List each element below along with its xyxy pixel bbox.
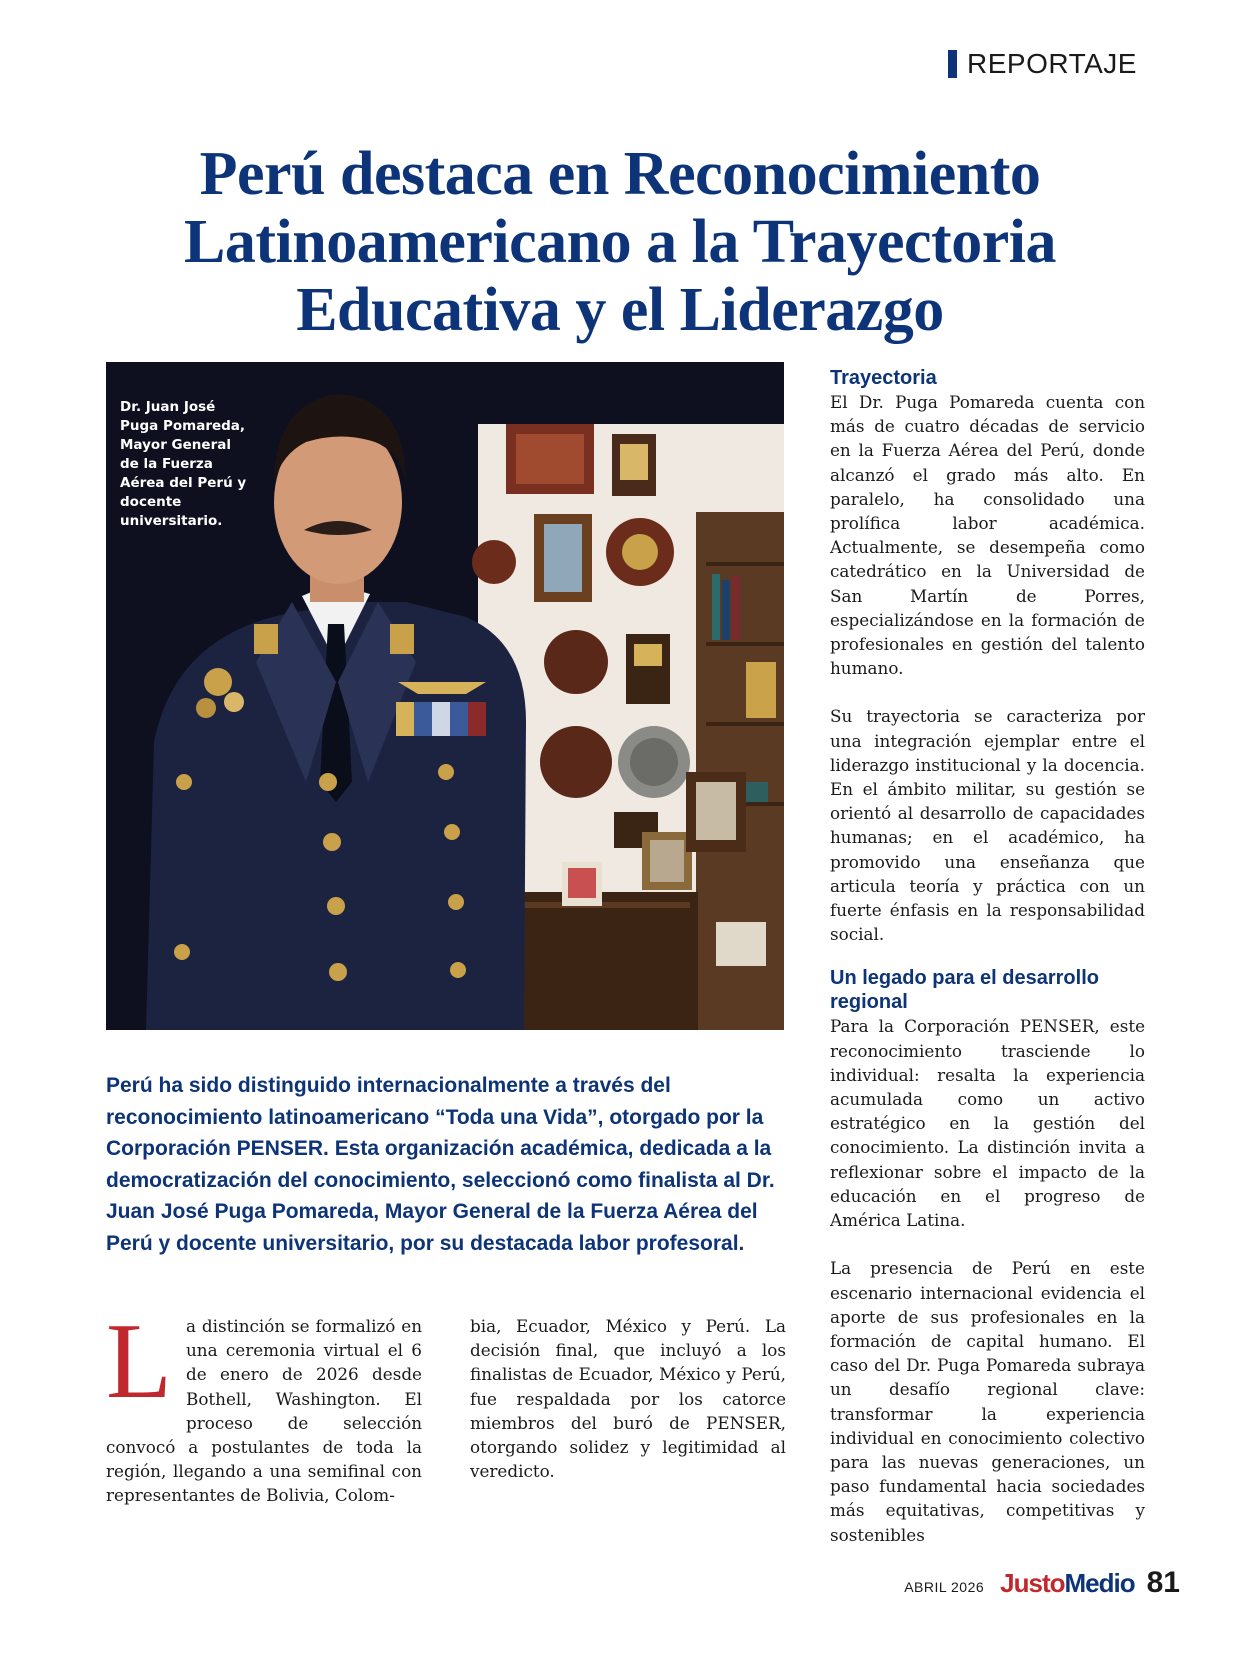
body-column-1-text: a distinción se formalizó en una ceremonia virtual el 6 de enero de 2026 desde Bothell, Washington. El proceso de selección convocó a postulantes de toda la región, llegando a una semifinal con representantes de Bolivia, Colom- [106, 1316, 422, 1506]
photo-caption: Dr. Juan José Puga Pomareda, Mayor General de la Fuerza Aérea del Perú y docente universitario. [120, 399, 247, 529]
portrait-photo [106, 362, 784, 1030]
page-footer [904, 1566, 1180, 1600]
section-label: REPORTAJE [967, 48, 1137, 79]
section-tag [948, 48, 1137, 80]
drop-cap: L [106, 1302, 172, 1421]
paragraph-legado-2: La presencia de Perú en este escenario internacional evidencia el aporte de sus profesionales en la formación de capital humano. El caso del Dr. Puga Pomareda subraya un desafío regional clave: transformar la experiencia individual en conocimiento colectivo para las nuevas generaciones, un paso fundamental hacia sociedades más equitativas, competitivas y sostenibles [830, 1258, 1145, 1545]
logo-part-medio: Medio [1064, 1568, 1135, 1598]
headline-line-1: Perú destaca en Reconocimiento [199, 140, 1041, 208]
paragraph-trayectoria-2: Su trayectoria se caracteriza por una integración ejemplar entre el liderazgo institucional y la docencia. En el ámbito militar, su gestión se orientó al desarrollo de capacidades humanas; en el académico, ha promovido una enseñanza que articula teoría y práctica con un fuerte énfasis en la responsabilidad social. [830, 706, 1145, 945]
body-column-3 [830, 366, 1145, 1547]
section-bar [948, 50, 957, 78]
headline-line-3: Educativa y el Liderazgo [296, 276, 944, 344]
body-column-1 [106, 1302, 422, 1508]
issue-date: ABRIL 2026 [904, 1579, 985, 1595]
headline [100, 140, 1140, 344]
subheading-legado: Un legado para el desarrollo regional [830, 967, 1099, 1014]
paragraph-legado-1: Para la Corporación PENSER, este reconocimiento trasciende lo individual: resalta la experiencia acumulada como un activo estratégico en la gestión del conocimiento. La distinción invita a reflexionar sobre el impacto de la educación en el progreso de América Latina. [830, 1016, 1145, 1231]
subheading-trayectoria: Trayectoria [830, 367, 937, 389]
magazine-logo [1000, 1568, 1134, 1599]
page-number: 81 [1146, 1566, 1180, 1599]
logo-part-justo: Justo [1000, 1568, 1065, 1598]
lead-paragraph: Perú ha sido distinguido internacionalmente a través del reconocimiento latinoamericano “Toda una Vida”, otorgado por la Corporación PENSER. Esta organización académica, dedicada a la democratización del conocimiento, seleccionó como finalista al Dr. Juan José Puga Pomareda, Mayor General de la Fuerza Aérea del Perú y docente universitario, por su destacada labor profesoral. [106, 1074, 775, 1255]
paragraph-trayectoria-1: El Dr. Puga Pomareda cuenta con más de cuatro décadas de servicio en la Fuerza Aérea del Perú, donde alcanzó el grado más alto. En paralelo, ha consolidado una prolífica labor académica. Actualmente, se desempeña como catedrático en la Universidad de San Martín de Porres, especializándose en la formación de profesionales en gestión del talento humano. [830, 392, 1145, 679]
body-column-2: bia, Ecuador, México y Perú. La decisión final, que incluyó a los finalistas de Ecuador, México y Perú, fue respaldada por los catorce miembros del buró de PENSER, otorgando solidez y legitimidad al veredicto. [470, 1316, 786, 1482]
headline-line-2: Latinoamericano a la Trayectoria [184, 208, 1056, 276]
